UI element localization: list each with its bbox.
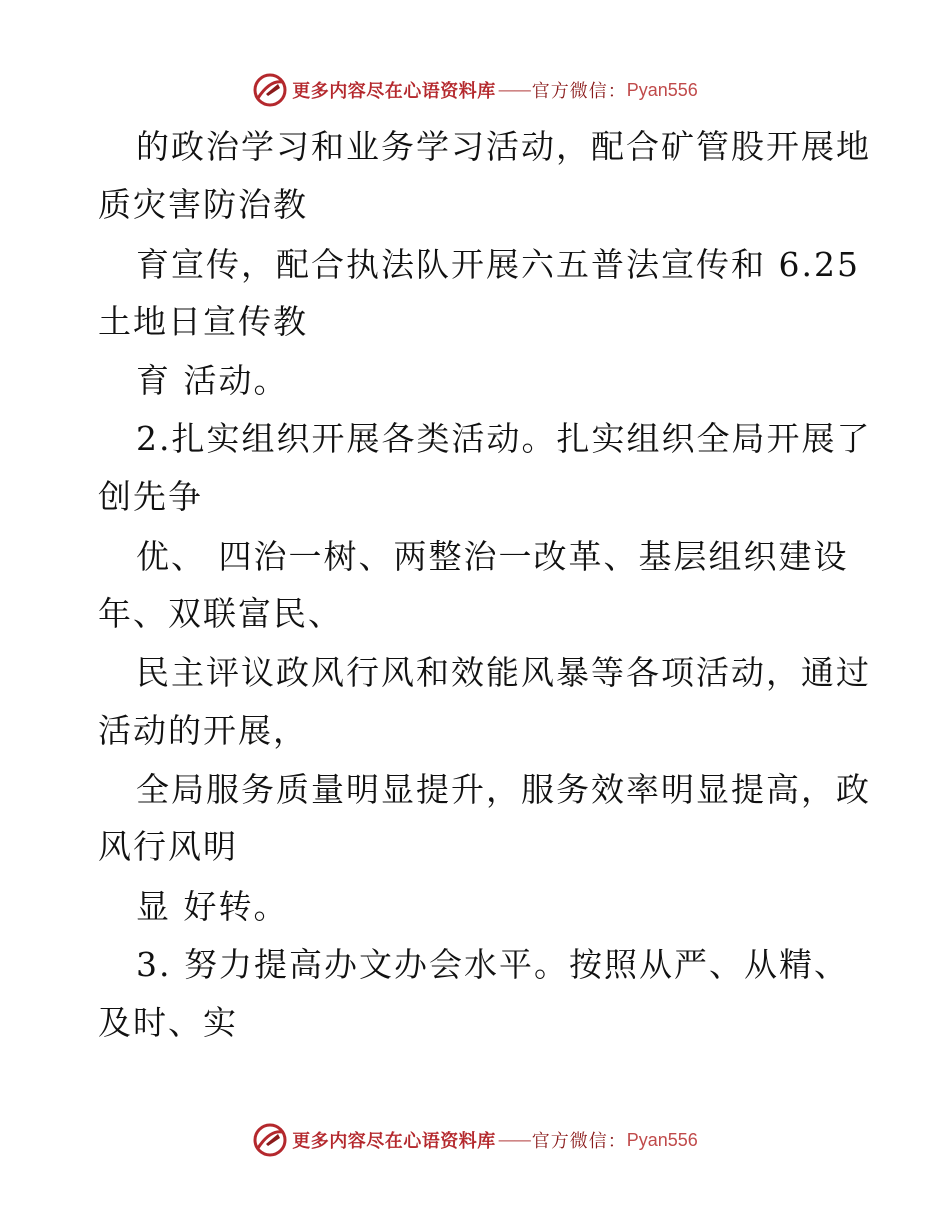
text-line: 创先争: [98, 477, 203, 516]
text-line: 土地日宣传教: [98, 302, 308, 341]
banner-official-label: 官方微信：: [531, 81, 627, 102]
pen-logo-icon: [252, 72, 288, 108]
text-line: 育 活动。: [136, 361, 289, 400]
text-line: 显 好转。: [136, 887, 289, 926]
text-line: 风行风明: [98, 827, 238, 866]
banner-separator: ——: [497, 79, 530, 101]
banner-wechat-id: Pyan556: [626, 79, 698, 100]
text-line: 活动的开展，: [98, 711, 308, 750]
text-line: 全局服务质量明显提升，服务效率明显提高，政: [136, 770, 871, 809]
banner-title: 更多内容尽在心语资料库: [292, 1131, 496, 1152]
text-line: 民主评议政风行风和效能风暴等各项活动，通过: [136, 653, 871, 692]
text-line: 2.扎实组织开展各类活动。扎实组织全局开展了: [136, 419, 872, 458]
text-line: 育宣传，配合执法队开展六五普法宣传和 6.25: [136, 245, 860, 284]
text-line: 年、双联富民、: [98, 594, 343, 633]
banner-official-label: 官方微信：: [531, 1131, 627, 1152]
text-line: 及时、实: [98, 1003, 238, 1042]
text-line: 的政治学习和业务学习活动，配合矿管股开展地: [136, 127, 871, 166]
banner-title: 更多内容尽在心语资料库: [292, 81, 496, 102]
header-banner: [0, 70, 950, 110]
banner-wechat-id: Pyan556: [626, 1129, 698, 1150]
text-line: 优、 四治一树、两整治一改革、基层组织建设: [136, 537, 849, 576]
text-line: 3. 努力提高办文办会水平。按照从严、从精、: [136, 945, 849, 984]
pen-logo-icon: [252, 1122, 288, 1158]
footer-banner: [0, 1120, 950, 1160]
banner-separator: ——: [497, 1129, 530, 1151]
text-line: 质灾害防治教: [98, 185, 308, 224]
